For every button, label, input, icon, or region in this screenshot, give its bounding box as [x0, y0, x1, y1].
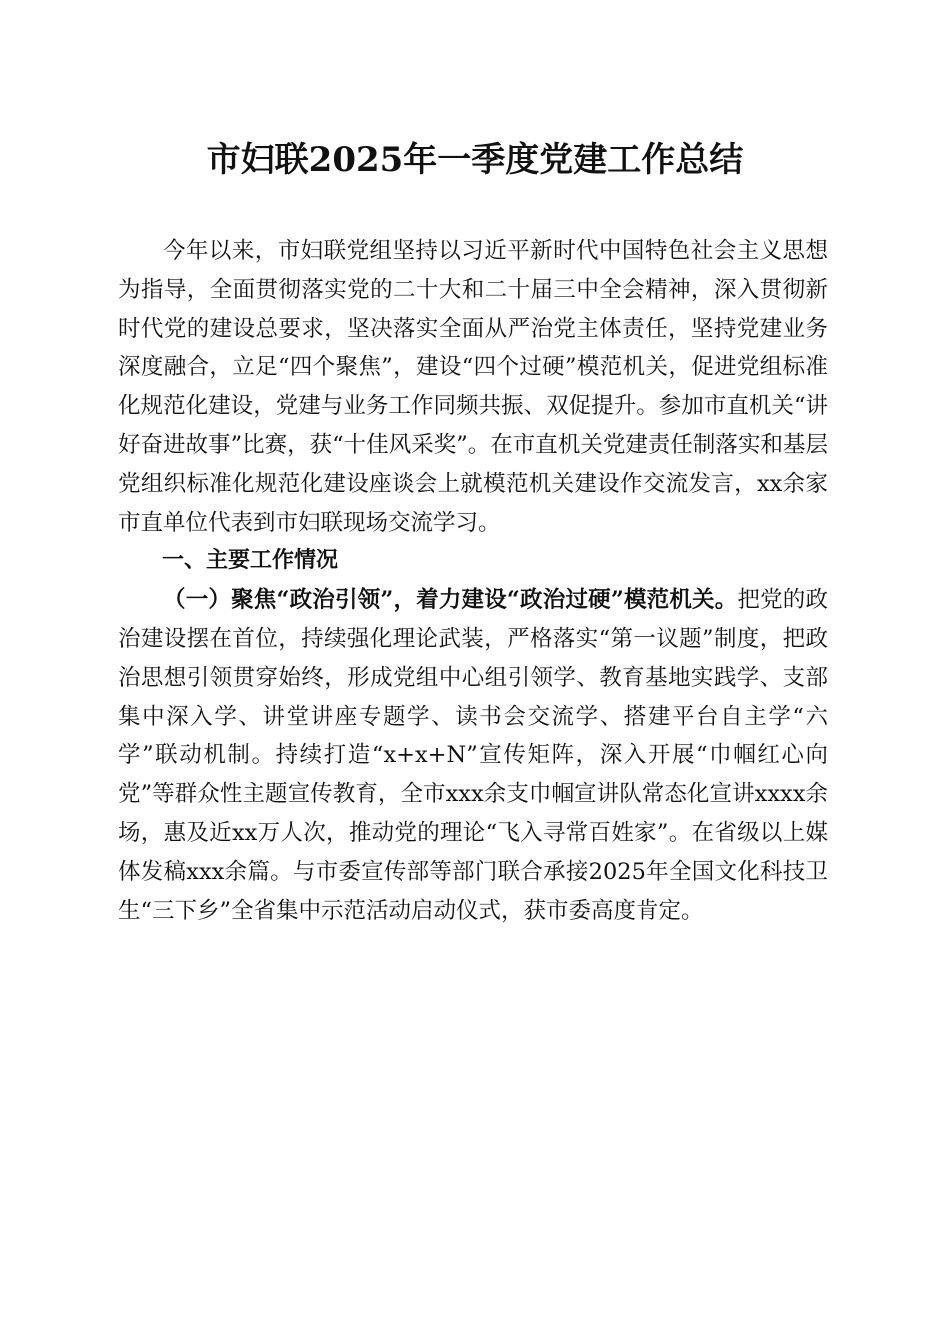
subsection-heading: （一）聚焦“政治引领”，着力建设“政治过硬”模范机关。 [163, 587, 738, 614]
section-heading: 一、主要工作情况 [162, 548, 339, 574]
intro-paragraph: 今年以来，市妇联党组坚持以习近平新时代中国特色社会主义思想为指导，全面贯彻落实党的二十大和二十届三中全会精神，深入贯彻新时代党的建设总要求，坚决落实全面从严治党主体责任，坚持党建业务深度融合，立足“四个聚焦”，建设“四个过硬”模范机关，促进党组标准化规范化建设，党建与业务工作同频共振、双促提升。参加市直机关“讲好奋进故事”比赛，获“十佳风采奖”。在市直机关党建责任制落实和基层党组织标准化规范化建设座谈会上就模范机关建设作交流发言，xx余家市直单位代表到市妇联现场交流学习。 [118, 238, 828, 536]
subsection-text: 把党的政治建设摆在首位，持续强化理论武装，严格落实“第一议题”制度，把政治思想引领贯穿始终，形成党组中心组引领学、教育基地实践学、支部集中深入学、讲堂讲座专题学、读书会交流学、搭建平台自主学“六学”联动机制。持续打造“x+x+N”宣传矩阵，深入开展“巾帼红心向党”等群众性主题宣传教育，全市xxx余支巾帼宣讲队常态化宣讲xxxx余场，惠及近xx万人次，推动党的理论“飞入寻常百姓家”。在省级以上媒体发稿xxx余篇。与市委宣传部等部门联合承接2025年全国文化科技卫生“三下乡”全省集中示范活动启动仪式，获市委高度肯定。 [118, 587, 828, 924]
subsection-paragraph [118, 581, 828, 930]
document-title: 市妇联2025年一季度党建工作总结 [206, 140, 744, 180]
document-body [118, 232, 828, 930]
